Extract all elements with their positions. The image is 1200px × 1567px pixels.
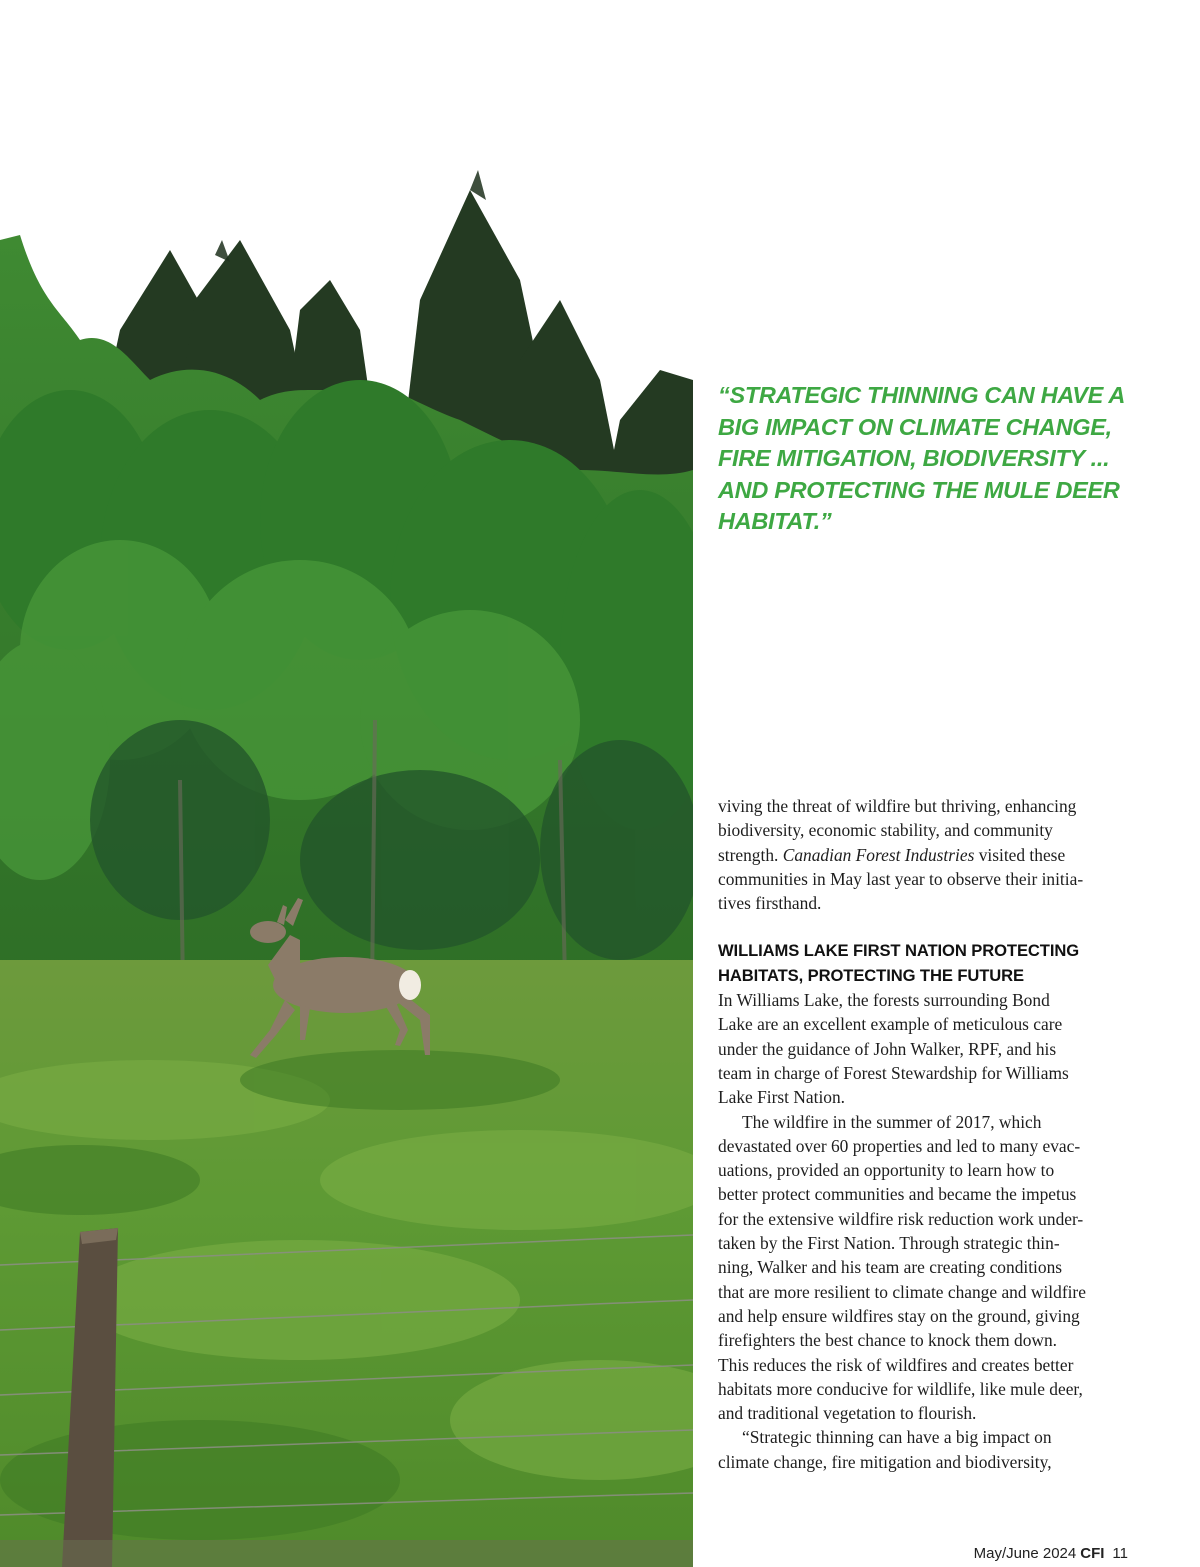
pull-quote xyxy=(718,380,1138,538)
text-line: under the guidance of John Walker, RPF, and his xyxy=(718,1038,1057,1059)
pull-quote-line: BIG IMPACT ON CLIMATE CHANGE, xyxy=(718,413,1112,440)
text-line: communities in May last year to observe their initia- xyxy=(718,868,1084,889)
text-line: ning, Walker and his team are creating conditions xyxy=(718,1257,1063,1278)
intro-paragraph xyxy=(718,794,1128,915)
heading-line: HABITATS, PROTECTING THE FUTURE xyxy=(718,965,1025,985)
text-line: “Strategic thinning can have a big impact on xyxy=(742,1427,1052,1448)
pull-quote-line: HABITAT.” xyxy=(718,508,832,534)
text-fragment: strength. xyxy=(718,844,783,865)
paragraph-1 xyxy=(718,988,1128,1109)
text-line: Lake First Nation. xyxy=(718,1087,846,1108)
magazine-name: CFI xyxy=(1080,1545,1105,1562)
issue-date: May/June 2024 xyxy=(973,1545,1077,1562)
text-line: for the extensive wildfire risk reduction work under- xyxy=(718,1208,1084,1229)
text-line: This reduces the risk of wildfires and creates better xyxy=(718,1354,1074,1375)
publication-name: Canadian Forest Industries xyxy=(782,844,975,865)
text-line: biodiversity, economic stability, and community xyxy=(718,820,1053,841)
heading-line: WILLIAMS LAKE FIRST NATION PROTECTING xyxy=(718,941,1080,961)
paragraph-2 xyxy=(718,1110,1128,1426)
text-line: that are more resilient to climate change and wildfire xyxy=(718,1281,1086,1302)
text-line: habitats more conducive for wildlife, like mule deer, xyxy=(718,1378,1083,1399)
pull-quote-line: FIRE MITIGATION, BIODIVERSITY ... xyxy=(718,445,1110,471)
text-line: uations, provided an opportunity to learn how to xyxy=(718,1160,1055,1181)
text-line: firefighters the best chance to knock them down. xyxy=(718,1330,1058,1351)
paragraph-3 xyxy=(718,1425,1128,1474)
pull-quote-line: AND PROTECTING THE MULE DEER xyxy=(718,476,1120,503)
article-column xyxy=(718,794,1128,1474)
text-line: climate change, fire mitigation and biodiversity, xyxy=(718,1451,1052,1472)
text-line: team in charge of Forest Stewardship for Williams xyxy=(718,1062,1069,1083)
text-fragment: visited these xyxy=(974,844,1066,865)
text-line: better protect communities and became the impetus xyxy=(718,1184,1077,1205)
text-line: viving the threat of wildfire but thriving, enhancing xyxy=(718,796,1077,816)
text-line: Lake are an excellent example of meticulous care xyxy=(718,1014,1063,1035)
text-line: tives firsthand. xyxy=(718,893,822,914)
page-footer xyxy=(974,1545,1128,1563)
text-line: devastated over 60 properties and led to many evac- xyxy=(718,1135,1081,1156)
text-line xyxy=(718,843,1128,867)
pull-quote-line: “STRATEGIC THINNING CAN HAVE A xyxy=(718,382,1126,408)
page-number: 11 xyxy=(1112,1545,1128,1562)
section-heading xyxy=(718,939,1128,988)
text-line: The wildfire in the summer of 2017, which xyxy=(742,1111,1042,1132)
text-line: and traditional vegetation to flourish. xyxy=(718,1403,977,1424)
text-line: taken by the First Nation. Through strategic thin- xyxy=(718,1233,1060,1254)
text-line: and help ensure wildfires stay on the ground, giving xyxy=(718,1305,1080,1326)
text-line: In Williams Lake, the forests surrounding Bond xyxy=(718,990,1050,1011)
